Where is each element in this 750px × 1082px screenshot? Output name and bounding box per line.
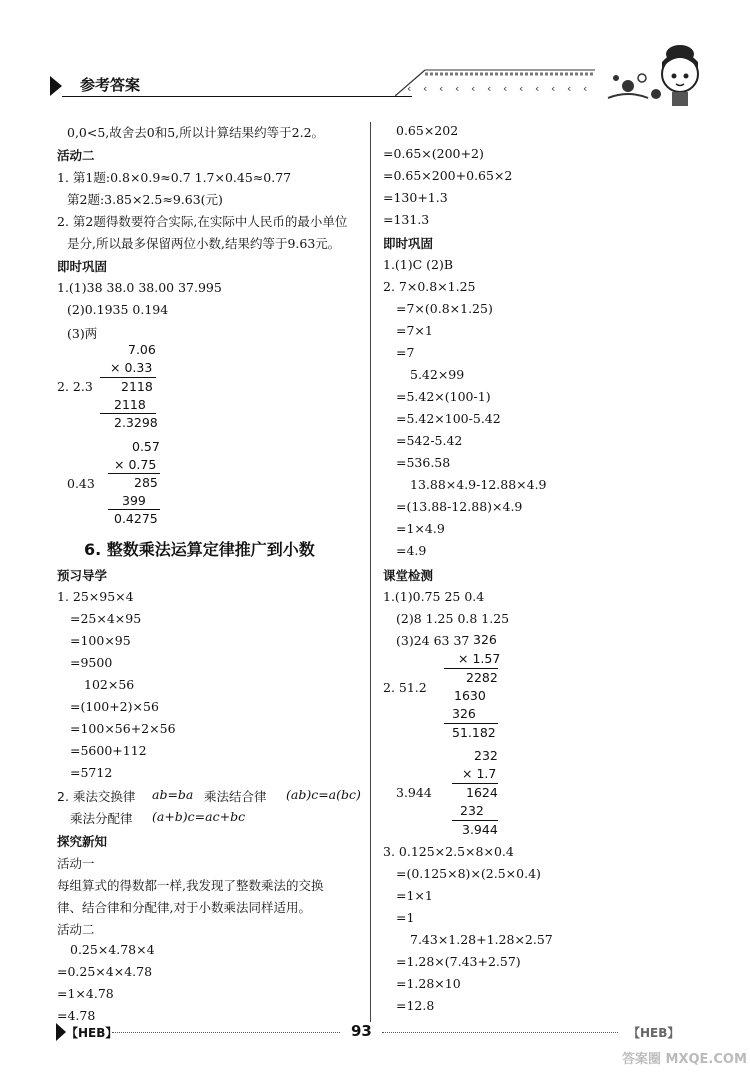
- law-name: 乘法结合律: [204, 789, 267, 804]
- text-line: =1×4.9: [396, 521, 445, 536]
- text-line: =130+1.3: [383, 190, 448, 205]
- text-line: =5.42×(100-1): [396, 389, 491, 404]
- vertical-calc-line: 51.182: [452, 725, 496, 740]
- text-line: 13.88×4.9-12.88×4.9: [410, 477, 547, 492]
- watermark: 答案圈 MXQE.COM: [622, 1052, 747, 1067]
- svg-text:‹: ‹: [583, 82, 588, 95]
- header-arrow-icon: [50, 76, 62, 96]
- text-line: =5.42×100-5.42: [396, 411, 501, 426]
- svg-text:‹: ‹: [535, 82, 540, 95]
- text-line: =1.28×10: [396, 976, 461, 991]
- svg-text:‹: ‹: [487, 82, 492, 95]
- text-line: (2)0.1935 0.194: [67, 302, 169, 317]
- text-line: =1×4.78: [57, 986, 114, 1001]
- calc-rule: [444, 723, 498, 724]
- svg-text:‹: ‹: [503, 82, 508, 95]
- text-line: =7: [396, 345, 415, 360]
- text-line: =7×(0.8×1.25): [396, 301, 493, 316]
- text-line: =131.3: [383, 212, 430, 227]
- text-line: (3)两: [67, 326, 98, 341]
- text-line: =536.58: [396, 455, 451, 470]
- section-heading: 活动二: [57, 148, 95, 163]
- vertical-calc-line: × 0.33: [110, 360, 153, 375]
- vertical-calc-line: 2118: [114, 397, 146, 412]
- text-line: =7×1: [396, 323, 433, 338]
- text-line: =0.65×(200+2): [383, 146, 484, 161]
- vertical-calc-line: × 1.57: [458, 651, 501, 666]
- vertical-calc-line: 3.944: [462, 822, 498, 837]
- vertical-calc-line: 285: [134, 475, 158, 490]
- section-heading: 预习导学: [57, 568, 108, 583]
- vertical-calc-line: 0.57: [132, 439, 160, 454]
- vertical-calc-line: × 1.7: [462, 766, 497, 781]
- page-number: 93: [351, 1022, 372, 1040]
- text-line: 2. 2.3: [57, 379, 93, 394]
- section-heading: 即时巩固: [383, 236, 434, 251]
- text-line: =1×1: [396, 888, 433, 903]
- text-line: =0.25×4×4.78: [57, 964, 153, 979]
- text-line: =(13.88-12.88)×4.9: [396, 499, 523, 514]
- text-line: 活动二: [57, 922, 95, 937]
- svg-text:‹: ‹: [519, 82, 524, 95]
- calc-rule: [108, 509, 160, 510]
- text-line: 3. 0.125×2.5×8×0.4: [383, 844, 514, 859]
- text-line: 每组算式的得数都一样,我发现了整数乘法的交换: [57, 878, 324, 893]
- column-divider: [370, 122, 371, 1022]
- footer-rule-left: [112, 1032, 340, 1033]
- calc-rule: [452, 820, 498, 821]
- text-line: =25×4×95: [70, 611, 142, 626]
- vertical-calc-line: 2.3298: [114, 415, 158, 430]
- footer-rule-right: [382, 1032, 618, 1033]
- text-line: =(0.125×8)×(2.5×0.4): [396, 866, 541, 881]
- vertical-calc-line: 326: [473, 632, 497, 647]
- svg-text:‹: ‹: [567, 82, 572, 95]
- text-line: 2. 第2题得数要符合实际,在实际中人民币的最小单位: [57, 214, 348, 229]
- text-line: 0.25×4.78×4: [70, 942, 155, 957]
- text-line: 7.43×1.28+1.28×2.57: [410, 932, 553, 947]
- svg-text:‹: ‹: [407, 82, 412, 95]
- calc-rule: [108, 473, 160, 474]
- text-line: 3.944: [396, 785, 432, 800]
- law-formula: (ab)c=a(bc): [286, 787, 361, 802]
- footer-arrow-icon: [56, 1023, 66, 1041]
- text-line: =1.28×(7.43+2.57): [396, 954, 521, 969]
- cartoon-girl-icon: [598, 38, 718, 110]
- lesson-title: 6. 整数乘法运算定律推广到小数: [84, 540, 315, 559]
- vertical-calc-line: 326: [452, 706, 476, 721]
- vertical-calc-line: 1624: [466, 785, 498, 800]
- svg-text:‹: ‹: [455, 82, 460, 95]
- text-line: =1: [396, 910, 415, 925]
- footer-edition-tag: 【HEB】: [66, 1026, 118, 1040]
- law-formula: (a+b)c=ac+bc: [152, 809, 246, 824]
- svg-text:‹: ‹: [439, 82, 444, 95]
- text-line: 1.(1)38 38.0 38.00 37.995: [57, 280, 222, 295]
- text-line: 1.(1)C (2)B: [383, 257, 454, 272]
- law-name: 2. 乘法交换律: [57, 789, 136, 804]
- section-heading: 即时巩固: [57, 259, 108, 274]
- section-heading: 探究新知: [57, 834, 108, 849]
- section-heading: 课堂检测: [383, 568, 434, 583]
- svg-text:‹: ‹: [423, 82, 428, 95]
- law-name: 乘法分配律: [70, 811, 133, 826]
- vertical-calc-line: × 0.75: [114, 457, 157, 472]
- text-line: 1.(1)0.75 25 0.4: [383, 589, 485, 604]
- header-title: 参考答案: [80, 76, 141, 94]
- text-line: 0.43: [67, 476, 95, 491]
- header-decoration: [395, 62, 595, 104]
- text-line: 活动一: [57, 856, 95, 871]
- vertical-calc-line: 0.4275: [114, 511, 158, 526]
- text-line: 2. 7×0.8×1.25: [383, 279, 476, 294]
- text-line: (3)24 63 37: [396, 633, 470, 648]
- text-line: 0,0<5,故舍去0和5,所以计算结果约等于2.2。: [67, 125, 325, 140]
- text-line: 102×56: [84, 677, 135, 692]
- calc-rule: [452, 783, 498, 784]
- text-line: =4.78: [57, 1008, 96, 1023]
- vertical-calc-line: 1630: [454, 688, 486, 703]
- text-line: =100×56+2×56: [70, 721, 176, 736]
- text-line: =12.8: [396, 998, 435, 1013]
- text-line: 1. 第1题:0.8×0.9≈0.7 1.7×0.45≈0.77: [57, 170, 292, 185]
- text-line: 5.42×99: [410, 367, 465, 382]
- text-line: =(100+2)×56: [70, 699, 159, 714]
- text-line: 1. 25×95×4: [57, 589, 134, 604]
- header-rule: [62, 96, 412, 97]
- calc-rule: [100, 413, 156, 414]
- text-line: =4.9: [396, 543, 427, 558]
- calc-rule: [100, 377, 156, 378]
- text-line: (2)8 1.25 0.8 1.25: [396, 611, 510, 626]
- calc-rule: [444, 668, 498, 669]
- footer-edition-tag-right: 【HEB】: [628, 1026, 680, 1040]
- vertical-calc-line: 7.06: [128, 342, 156, 357]
- law-formula: ab=ba: [152, 787, 194, 802]
- text-line: 律、结合律和分配律,对于小数乘法同样适用。: [57, 900, 311, 915]
- svg-text:‹: ‹: [471, 82, 476, 95]
- text-line: =542-5.42: [396, 433, 463, 448]
- vertical-calc-line: 232: [460, 803, 484, 818]
- text-line: =5712: [70, 765, 113, 780]
- text-line: 第2题:3.85×2.5≈9.63(元): [67, 192, 223, 207]
- text-line: =100×95: [70, 633, 131, 648]
- text-line: 2. 51.2: [383, 680, 427, 695]
- text-line: 是分,所以最多保留两位小数,结果约等于9.63元。: [67, 236, 341, 251]
- text-line: =0.65×200+0.65×2: [383, 168, 513, 183]
- vertical-calc-line: 399: [122, 493, 146, 508]
- vertical-calc-line: 2118: [121, 379, 153, 394]
- text-line: 0.65×202: [396, 123, 459, 138]
- svg-text:‹: ‹: [551, 82, 556, 95]
- text-line: =9500: [70, 655, 113, 670]
- text-line: =5600+112: [70, 743, 147, 758]
- vertical-calc-line: 232: [474, 748, 498, 763]
- vertical-calc-line: 2282: [466, 670, 498, 685]
